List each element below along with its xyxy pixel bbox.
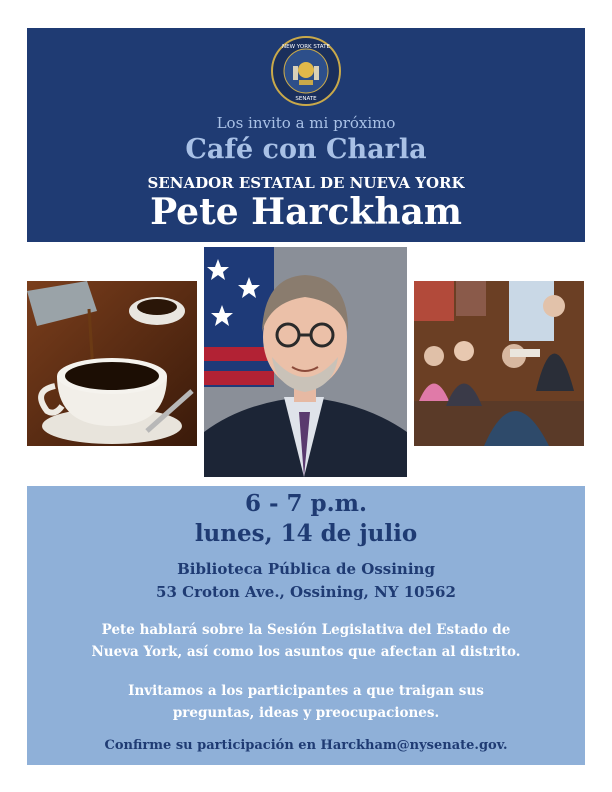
rsvp-line[interactable]: Confirme su participación en Harckham@nysenate.gov. [104, 738, 508, 753]
event-address: 53 Croton Ave., Ossining, NY 10562 [156, 583, 456, 601]
event-description [27, 619, 585, 663]
invite-line: Los invito a mi próximo [216, 114, 396, 132]
meeting-photo [414, 281, 584, 446]
event-date: lunes, 14 de julio [194, 520, 418, 547]
seal-text-top: NEW YORK STATE [282, 44, 330, 50]
senator-name: Pete Harckham [150, 191, 462, 233]
seal-text-bottom: SENATE [295, 96, 317, 102]
invite-text-line: Invitamos a los participantes a que traigan sus [128, 683, 484, 699]
description-line: Nueva York, así como los asuntos que afectan al distrito. [91, 644, 521, 660]
coffee-photo [27, 281, 197, 446]
header-banner [27, 28, 585, 242]
senator-role: SENADOR ESTATAL DE NUEVA YORK [147, 174, 465, 192]
senate-seal-icon [271, 36, 341, 106]
invite-text-line: preguntas, ideas y preocupaciones. [172, 705, 440, 721]
senator-portrait [204, 247, 407, 477]
participant-invite [27, 680, 585, 724]
event-details [27, 486, 585, 765]
event-venue: Biblioteca Pública de Ossining [177, 560, 435, 578]
description-line: Pete hablará sobre la Sesión Legislativa del Estado de [101, 622, 511, 638]
event-name: Café con Charla [185, 134, 427, 165]
event-time: 6 - 7 p.m. [244, 490, 367, 517]
